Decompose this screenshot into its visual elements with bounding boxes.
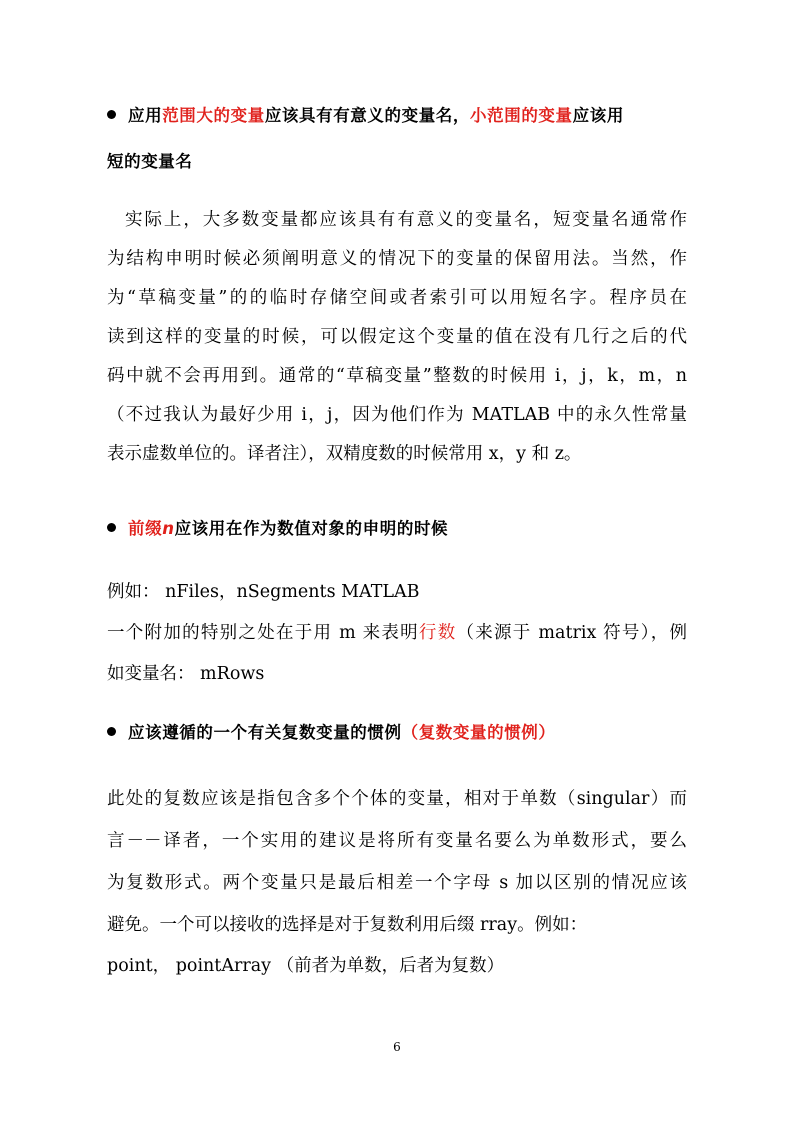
- heading-highlight: （复数变量的惯例）: [401, 723, 556, 742]
- section-heading-1: [107, 104, 687, 128]
- example-line: 例如： nFiles，nSegments MATLAB: [107, 582, 420, 602]
- paragraph-line: 码中就不会再用到。通常的“草稿变量”整数的时候用 i，j，k，m，n: [107, 366, 687, 386]
- example-line: 如变量名： mRows: [107, 664, 265, 684]
- paragraph-line: （不过我认为最好少用 i，j，因为他们作为 MATLAB 中的永久性常量: [107, 405, 687, 425]
- heading-text: 应该具有有意义的变量名，: [264, 106, 471, 125]
- paragraph-line: 为复数形式。两个变量只是最后相差一个字母 s 加以区别的情况应该: [107, 873, 687, 893]
- page-number: 6: [393, 1040, 401, 1054]
- paragraph-line: 实际上，大多数变量都应该具有有意义的变量名，短变量名通常作: [125, 210, 687, 230]
- example-highlight: 行数: [418, 623, 457, 643]
- bullet-icon: [107, 727, 116, 736]
- paragraph-line: 避免。一个可以接收的选择是对于复数利用后缀 rray。例如：: [107, 915, 588, 935]
- heading-highlight: 小范围的变量: [470, 106, 573, 125]
- paragraph-line: 表示虚数单位的。译者注），双精度数的时候常用 x，y 和 z。: [107, 444, 582, 464]
- paragraph-line: 读到这样的变量的时候，可以假定这个变量的值在没有几行之后的代: [107, 327, 687, 347]
- bullet-icon: [107, 110, 116, 119]
- heading-text: 应该遵循的一个有关复数变量的惯例: [128, 723, 402, 742]
- section-heading-1-continued: 短的变量名: [107, 152, 193, 171]
- paragraph-line: 为“草稿变量”的的临时存储空间或者索引可以用短名字。程序员在: [107, 288, 687, 308]
- paragraph-line: point， pointArray （前者为单数，后者为复数）: [107, 956, 505, 976]
- heading-highlight: 前缀: [128, 519, 163, 538]
- paragraph-line: 为结构申明时候必须阐明意义的情况下的变量的保留用法。当然，作: [107, 249, 687, 269]
- example-line: [107, 621, 687, 645]
- heading-text: 应用: [128, 106, 163, 125]
- heading-highlight: n: [162, 519, 175, 538]
- example-text: 一个附加的特别之处在于用 m 来表明: [107, 623, 419, 643]
- section-heading-3: [107, 721, 687, 745]
- bullet-icon: [107, 523, 116, 532]
- example-text: （来源于 matrix 符号），例: [456, 623, 688, 643]
- paragraph-line: 言－－译者，一个实用的建议是将所有变量名要么为单数形式，要么: [107, 831, 687, 851]
- heading-text: 应该用在作为数值对象的申明的时候: [174, 519, 449, 538]
- heading-text: 应该用: [572, 106, 624, 125]
- section-heading-2: [107, 517, 687, 541]
- paragraph-line: 此处的复数应该是指包含多个个体的变量，相对于单数（singular）而: [107, 789, 687, 809]
- heading-highlight: 范围大的变量: [162, 106, 265, 125]
